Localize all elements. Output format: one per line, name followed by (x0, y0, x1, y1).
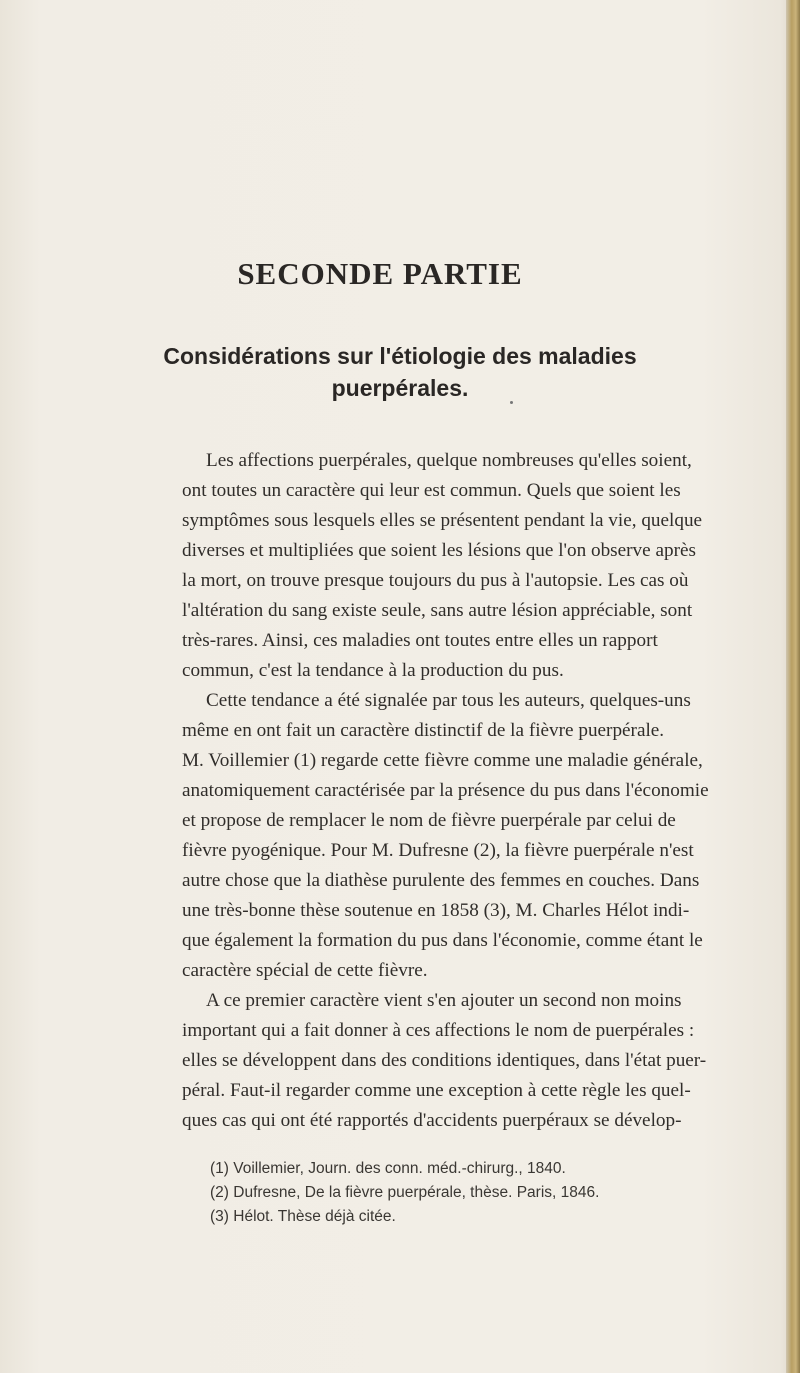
text-line: l'altération du sang existe seule, sans autre lésion appréciable, sont (182, 600, 693, 621)
text-line: anatomiquement caractérisée par la présence du pus dans l'économie (182, 780, 709, 801)
text-line: A ce premier caractère vient s'en ajouter un second non moins (206, 990, 682, 1011)
subtitle-line-2: puerpérales. (331, 375, 469, 401)
text-line: même en ont fait un caractère distinctif de la fièvre puerpérale. (182, 720, 665, 741)
part-title: SECONDE PARTIE (237, 256, 523, 291)
chapter-subtitle (150, 340, 650, 404)
text-line: Cette tendance a été signalée par tous les auteurs, quelques-uns (206, 690, 691, 711)
subtitle-line-1: Considérations sur l'étiologie des maladies (163, 343, 637, 369)
text-line: symptômes sous lesquels elles se présentent pendant la vie, quelque (182, 510, 703, 531)
page-edge (786, 0, 800, 1373)
text-line: elles se développent dans des conditions identiques, dans l'état puer- (182, 1050, 707, 1071)
text-line: commun, c'est la tendance à la production du pus. (182, 660, 564, 681)
text-line: très-rares. Ainsi, ces maladies ont toutes entre elles un rapport (182, 630, 658, 651)
text-line: M. Voillemier (1) regarde cette fièvre comme une maladie générale, (182, 750, 703, 771)
text-line: caractère spécial de cette fièvre. (182, 960, 428, 981)
footnote: (1) Voillemier, Journ. des conn. méd.-chirurg., 1840. (210, 1160, 566, 1177)
footnote: (2) Dufresne, De la fièvre puerpérale, thèse. Paris, 1846. (210, 1184, 600, 1201)
text-line: ont toutes un caractère qui leur est commun. Quels que soient les (182, 480, 681, 501)
text-line: important qui a fait donner à ces affections le nom de puerpérales : (182, 1020, 695, 1041)
text-line: autre chose que la diathèse purulente des femmes en couches. Dans (182, 870, 700, 891)
text-line: Les affections puerpérales, quelque nombreuses qu'elles soient, (206, 450, 692, 471)
footnote: (3) Hélot. Thèse déjà citée. (210, 1208, 396, 1225)
text-line: que également la formation du pus dans l'économie, comme étant le (182, 930, 703, 951)
text-line: diverses et multipliées que soient les lésions que l'on observe après (182, 540, 696, 561)
text-line: la mort, on trouve presque toujours du pus à l'autopsie. Les cas où (182, 570, 689, 591)
text-line: ques cas qui ont été rapportés d'accidents puerpéraux se dévelop- (182, 1110, 682, 1131)
text-line: et propose de remplacer le nom de fièvre puerpérale par celui de (182, 810, 676, 831)
text-line: une très-bonne thèse soutenue en 1858 (3), M. Charles Hélot indi- (182, 900, 690, 921)
text-line: fièvre pyogénique. Pour M. Dufresne (2), la fièvre puerpérale n'est (182, 840, 694, 861)
text-line: péral. Faut-il regarder comme une exception à cette règle les quel- (182, 1080, 691, 1101)
